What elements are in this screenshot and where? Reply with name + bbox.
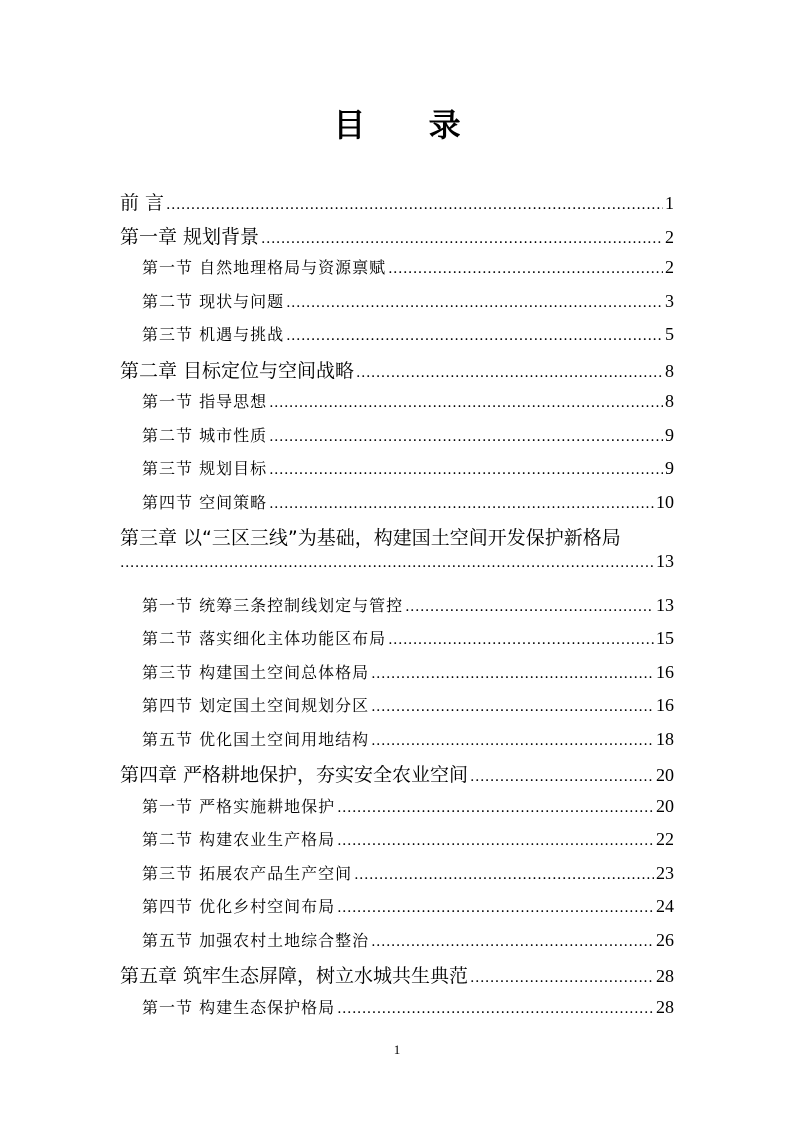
toc-entry-page: 8 bbox=[665, 391, 674, 411]
toc-entry-label: 第四节 划定国土空间规划分区 bbox=[142, 696, 370, 715]
toc-entry-page: 20 bbox=[656, 765, 674, 785]
dot-leader bbox=[371, 733, 654, 749]
toc-entry-page: 2 bbox=[665, 226, 674, 247]
toc-entry-label: 第三节 规划目标 bbox=[142, 459, 268, 478]
toc-entry-section[interactable] bbox=[120, 448, 674, 482]
toc-entry-page: 15 bbox=[656, 628, 674, 648]
toc-entry-page: 22 bbox=[656, 829, 674, 849]
toc-entry-page: 26 bbox=[656, 929, 674, 950]
toc-entry-chapter-1[interactable] bbox=[120, 214, 674, 248]
toc-entry-chapter-4[interactable] bbox=[120, 752, 674, 786]
dot-leader bbox=[405, 599, 654, 615]
toc-entry-label: 第三节 拓展农产品生产空间 bbox=[142, 863, 353, 883]
toc-entry-label: 第三节 机遇与挑战 bbox=[142, 325, 285, 344]
toc-entry-chapter-2[interactable] bbox=[120, 348, 674, 382]
toc-entry-section[interactable] bbox=[120, 314, 674, 348]
dot-leader bbox=[354, 867, 654, 883]
toc-entry-page: 2 bbox=[665, 257, 674, 277]
toc-entry-label: 第三节 构建国土空间总体格局 bbox=[142, 662, 370, 682]
dot-leader bbox=[388, 632, 654, 648]
toc-entry-section[interactable] bbox=[120, 482, 674, 516]
toc-entry-preface[interactable] bbox=[120, 180, 674, 214]
toc-entry-label: 第五节 加强农村土地综合整治 bbox=[142, 930, 370, 950]
table-of-contents bbox=[120, 180, 674, 1020]
dot-leader bbox=[120, 555, 654, 571]
toc-entry-label: 前 言 bbox=[120, 192, 165, 214]
dot-leader bbox=[337, 1001, 654, 1017]
dot-leader bbox=[261, 231, 663, 247]
dot-leader bbox=[371, 699, 654, 715]
dot-leader bbox=[269, 496, 654, 512]
toc-entry-section[interactable] bbox=[120, 247, 674, 281]
toc-entry-label: 第二节 现状与问题 bbox=[142, 291, 285, 311]
toc-entry-label: 第一节 严格实施耕地保护 bbox=[142, 796, 336, 816]
toc-entry-section[interactable] bbox=[120, 719, 674, 753]
page-number: 1 bbox=[393, 1042, 401, 1057]
toc-entry-page: 3 bbox=[665, 290, 674, 311]
toc-entry-label: 第三章 以“三区三线”为基础，构建国土空间开发保护新格局 bbox=[120, 527, 621, 549]
toc-entry-label: 第一节 指导思想 bbox=[142, 392, 268, 411]
dot-leader bbox=[269, 395, 663, 411]
toc-entry-label: 第四节 空间策略 bbox=[142, 492, 268, 512]
toc-entry-label: 第一节 构建生态保护格局 bbox=[142, 997, 336, 1017]
toc-entry-page: 13 bbox=[656, 551, 674, 571]
toc-entry-label: 第五章 筑牢生态屏障，树立水城共生典范 bbox=[120, 965, 469, 987]
toc-entry-section[interactable] bbox=[120, 685, 674, 719]
toc-entry-label: 第四章 严格耕地保护，夯实安全农业空间 bbox=[120, 764, 469, 786]
toc-entry-page: 16 bbox=[656, 695, 674, 715]
toc-entry-page: 24 bbox=[656, 896, 674, 916]
toc-entry-chapter-3-continuation[interactable] bbox=[120, 551, 674, 585]
toc-entry-section[interactable] bbox=[120, 652, 674, 686]
toc-entry-page: 10 bbox=[656, 491, 674, 512]
toc-entry-section[interactable] bbox=[120, 786, 674, 820]
toc-entry-label: 第一章 规划背景 bbox=[120, 225, 260, 248]
toc-entry-label: 第二章 目标定位与空间战略 bbox=[120, 359, 355, 382]
toc-entry-section[interactable] bbox=[120, 819, 674, 853]
dot-leader bbox=[337, 900, 654, 916]
toc-entry-section[interactable] bbox=[120, 886, 674, 920]
toc-entry-label: 第四节 优化乡村空间布局 bbox=[142, 897, 336, 916]
toc-entry-section[interactable] bbox=[120, 415, 674, 449]
toc-entry-label: 第一节 自然地理格局与资源禀赋 bbox=[142, 258, 387, 277]
toc-entry-page: 9 bbox=[665, 458, 674, 478]
toc-entry-label: 第五节 优化国土空间用地结构 bbox=[142, 729, 370, 749]
dot-leader bbox=[337, 800, 654, 816]
toc-entry-chapter-5[interactable] bbox=[120, 953, 674, 987]
dot-leader bbox=[388, 261, 663, 277]
toc-entry-page: 23 bbox=[656, 862, 674, 883]
dot-leader bbox=[337, 833, 654, 849]
toc-entry-page: 1 bbox=[665, 193, 674, 213]
toc-entry-label: 第二节 构建农业生产格局 bbox=[142, 830, 336, 849]
toc-entry-label: 第二节 落实细化主体功能区布局 bbox=[142, 629, 387, 648]
dot-leader bbox=[470, 769, 654, 785]
dot-leader bbox=[269, 462, 663, 478]
toc-entry-page: 16 bbox=[656, 661, 674, 682]
dot-leader bbox=[166, 197, 663, 213]
dot-leader bbox=[286, 328, 663, 344]
toc-entry-page: 20 bbox=[656, 795, 674, 816]
toc-entry-section[interactable] bbox=[120, 920, 674, 954]
toc-entry-page: 28 bbox=[656, 966, 674, 986]
dot-leader bbox=[371, 934, 654, 950]
dot-leader bbox=[286, 295, 663, 311]
toc-entry-section[interactable] bbox=[120, 381, 674, 415]
dot-leader bbox=[371, 666, 654, 682]
toc-entry-chapter-3[interactable] bbox=[120, 515, 674, 551]
toc-entry-section[interactable] bbox=[120, 618, 674, 652]
dot-leader bbox=[269, 429, 663, 445]
toc-entry-page: 5 bbox=[665, 324, 674, 344]
toc-entry-page: 18 bbox=[656, 728, 674, 749]
toc-entry-page: 13 bbox=[656, 594, 674, 615]
toc-entry-page: 9 bbox=[665, 424, 674, 445]
toc-entry-page: 8 bbox=[665, 360, 674, 381]
toc-entry-page: 28 bbox=[656, 996, 674, 1017]
toc-entry-section[interactable] bbox=[120, 585, 674, 619]
toc-entry-section[interactable] bbox=[120, 853, 674, 887]
toc-entry-section[interactable] bbox=[120, 987, 674, 1021]
page-title: 目 录 bbox=[333, 106, 487, 144]
toc-entry-label: 第一节 统筹三条控制线划定与管控 bbox=[142, 595, 404, 615]
dot-leader bbox=[470, 970, 654, 986]
toc-entry-label: 第二节 城市性质 bbox=[142, 425, 268, 445]
dot-leader bbox=[356, 365, 663, 381]
toc-entry-section[interactable] bbox=[120, 281, 674, 315]
